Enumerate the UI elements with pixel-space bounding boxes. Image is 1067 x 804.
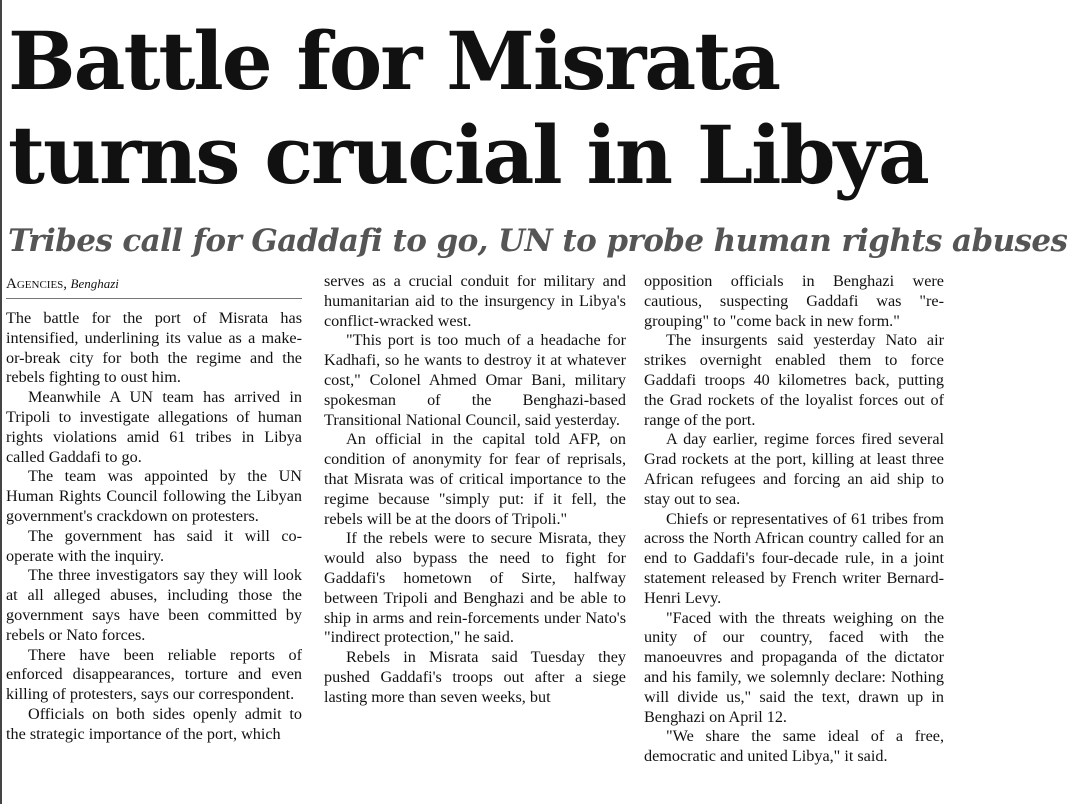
- paragraph: Officials on both sides openly admit to the strategic importance of the port, which: [6, 704, 302, 743]
- headline: Battle for Misrata turns crucial in Libya: [8, 14, 928, 202]
- paragraph: An official in the capital told AFP, on condition of anonymity for fear of reprisals, that Misrata was of critical importance to the regime because "simply put: if it fell, the rebels will be at the doors of Tripoli.": [324, 430, 626, 528]
- paragraph: Chiefs or representatives of 61 tribes from across the North African country called for an end to Gaddafi's four-decade rule, in a joint statement released by French writer Bernard-Henri Levy.: [644, 509, 944, 607]
- paragraph: "Faced with the threats weighing on the unity of our country, faced with the manoeuvres and propaganda of the dictator and his family, we solemnly declare: Nothing will divide us," said the text, drawn up in Benghazi on April 12.: [644, 608, 944, 726]
- paragraph: Rebels in Misrata said Tuesday they pushed Gaddafi's troops out after a siege lasting more than seven weeks, but: [324, 648, 626, 706]
- paragraph: The insurgents said yesterday Nato air strikes overnight enabled them to force Gaddafi troops 40 kilometres back, putting the Grad rockets of the loyalist forces out of range of the port.: [644, 331, 944, 429]
- paragraph: The government has said it will co-operate with the inquiry.: [6, 526, 302, 565]
- paragraph: There have been reliable reports of enforced disappearances, torture and even killing of protesters, says our correspondent.: [6, 645, 302, 704]
- byline: [6, 272, 302, 299]
- paragraph: The team was appointed by the UN Human Rights Council following the Libyan government's crackdown on protesters.: [6, 467, 302, 525]
- paragraph: If the rebels were to secure Misrata, they would also bypass the need to fight for Gaddafi's hometown of Sirte, halfway between Tripoli and Benghazi and be able to ship in arms and rein-forcements under Nato's "indirect protection," he said.: [324, 529, 626, 647]
- byline-agency: Agencies,: [6, 276, 68, 292]
- article-column-1: [6, 272, 302, 804]
- page-edge-rule: [0, 0, 2, 804]
- byline-location: Benghazi: [70, 276, 119, 291]
- paragraph: Meanwhile A UN team has arrived in Tripoli to investigate allegations of human rights violations amid 61 tribes in Libya called Gaddafi to go.: [6, 388, 302, 466]
- paragraph: "This port is too much of a headache for Kadhafi, so he wants to destroy it at whatever cost," Colonel Ahmed Omar Bani, military spokesman of the Benghazi-based Transitional National Council, said yesterday.: [324, 331, 626, 429]
- paragraph: The battle for the port of Misrata has intensified, underlining its value as a make-or-break city for both the regime and the rebels fighting to oust him.: [6, 309, 302, 387]
- article-column-3: [644, 272, 944, 804]
- paragraph: A day earlier, regime forces fired several Grad rockets at the port, killing at least three African refugees and forcing an aid ship to stay out to sea.: [644, 430, 944, 508]
- paragraph: "We share the same ideal of a free, democratic and united Libya," it said.: [644, 727, 944, 766]
- paragraph-continued: opposition officials in Benghazi were cautious, suspecting Gaddafi was "re-grouping" to "come back in new form.": [644, 272, 944, 330]
- subheadline: Tribes call for Gaddafi to go, UN to probe human rights abuses: [8, 223, 1067, 259]
- paragraph: The three investigators say they will look at all alleged abuses, including those the government says have been committed by rebels or Nato forces.: [6, 566, 302, 644]
- article-column-2: [324, 272, 626, 804]
- paragraph-continued: serves as a crucial conduit for military and humanitarian aid to the insurgency in Libya's conflict-wracked west.: [324, 272, 626, 330]
